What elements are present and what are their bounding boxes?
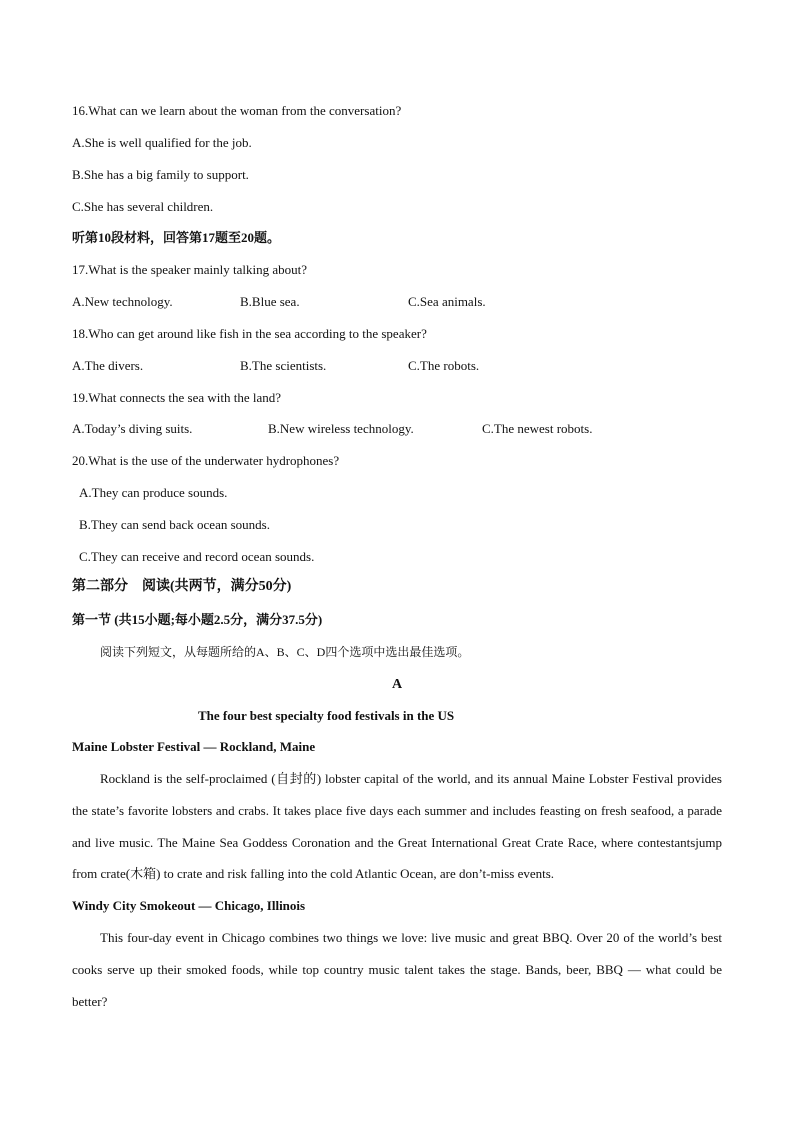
passage-letter: A [391,677,403,692]
reading-instruction: 阅读下列短文，从每题所给的A、B、C、D四个选项中选出最佳选项。 [100,645,470,659]
section-10-instruction: 听第10段材料，回答第17题至20题。 [72,230,281,245]
q19-option-b: B.New wireless technology. [268,421,414,436]
q20-option-a: A.They can produce sounds. [79,485,228,500]
q20-option-b: B.They can send back ocean sounds. [79,517,270,532]
q20-option-c: C.They can receive and record ocean sounds. [79,549,315,564]
question-17: 17.What is the speaker mainly talking about? [72,262,308,277]
q19-option-c: C.The newest robots. [482,421,593,436]
q17-options [72,294,752,310]
q19-options [72,421,752,437]
q18-option-b: B.The scientists. [240,358,327,373]
q17-option-a: A.New technology. [72,294,173,309]
question-16: 16.What can we learn about the woman from the conversation? [72,103,402,118]
part-two-title: 第二部分 阅读(共两节，满分50分) [72,579,292,594]
section-one-title: 第一节 (共15小题;每小题2.5分，满分37.5分) [72,612,323,627]
q16-option-c: C.She has several children. [72,199,214,214]
passage-title: The four best specialty food festivals in the US [198,708,455,723]
q16-option-a: A.She is well qualified for the job. [72,135,252,150]
q19-option-a: A.Today’s diving suits. [72,421,193,436]
question-20: 20.What is the use of the underwater hydrophones? [72,453,340,468]
festival-2-heading: Windy City Smokeout — Chicago, Illinois [72,898,306,913]
festival-1-heading: Maine Lobster Festival — Rockland, Maine [72,739,316,754]
q17-option-b: B.Blue sea. [240,294,300,309]
q17-option-c: C.Sea animals. [408,294,486,309]
question-18: 18.Who can get around like fish in the sea according to the speaker? [72,326,427,341]
festival-1-body: Rockland is the self-proclaimed (自封的) lobster capital of the world, and its annual Maine Lobster Festival provides the state’s favorite lobsters and crabs. It takes place five days each summer and includes feasting on fresh seafood, a parade and live music. The Maine Sea Goddess Coronation and the Great International Great Crate Race, where contestantsjump from crate(木箱) to crate and risk falling into the cold Atlantic Ocean, are don’t-miss events. [72,771,722,882]
q16-option-b: B.She has a big family to support. [72,167,249,182]
q18-option-a: A.The divers. [72,358,144,373]
q18-option-c: C.The robots. [408,358,480,373]
question-19: 19.What connects the sea with the land? [72,390,282,405]
festival-2-body: This four-day event in Chicago combines two things we love: live music and great BBQ. Over 20 of the world’s best cooks serve up their smoked foods, while top country music talent takes the stage. Bands, beer, BBQ — what could be better? [72,930,722,1009]
q18-options [72,358,752,374]
